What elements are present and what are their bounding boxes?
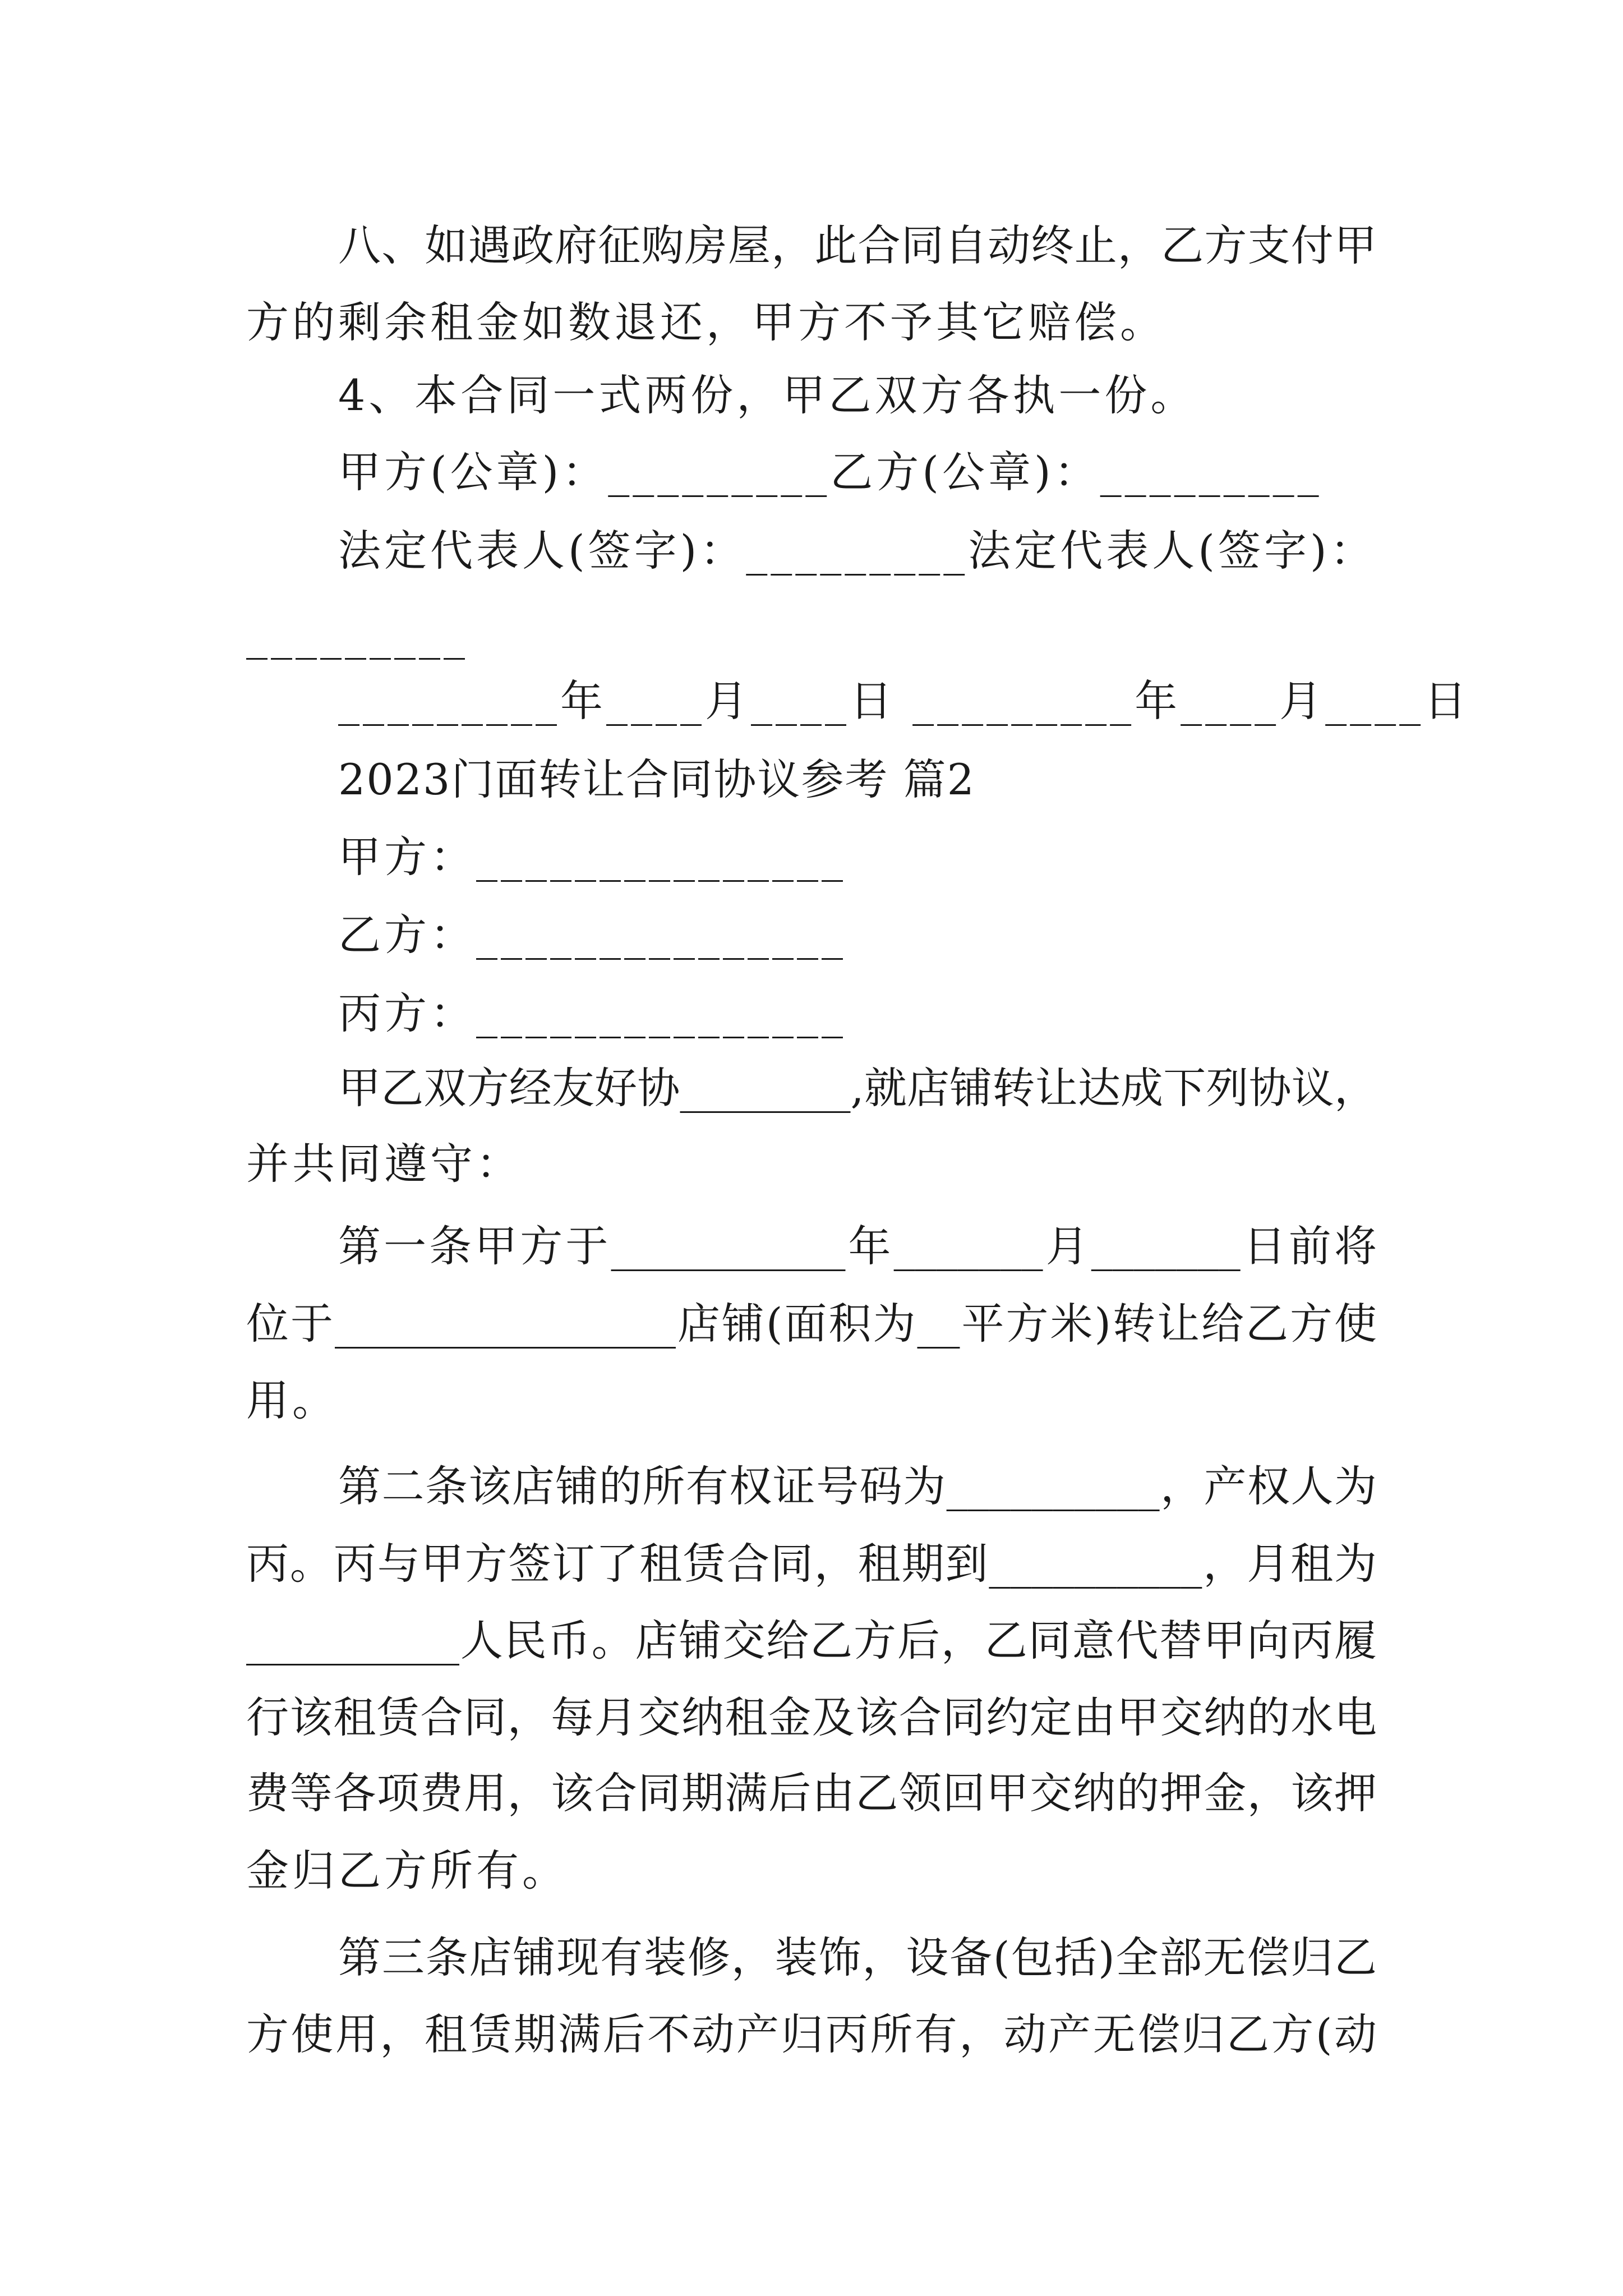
article-2-line-2: 丙。丙与甲方签订了租赁合同，租期到__________，月租为 xyxy=(246,1539,1377,1589)
party-c-line: 丙方：_______________ xyxy=(338,988,846,1038)
article-2-line-6: 金归乙方所有。 xyxy=(246,1846,568,1895)
clause-8-line-2: 方的剩余租金如数退还，甲方不予其它赔偿。 xyxy=(246,297,1166,347)
date-line: _________年____月____日 _________年____月____日 xyxy=(338,676,1470,726)
party-b-line: 乙方：_______________ xyxy=(338,910,846,960)
article-1-line-1: 第一条甲方于___________年_______月_______日前将 xyxy=(338,1221,1377,1271)
article-1-line-3: 用。 xyxy=(246,1375,338,1425)
legal-rep-signature-line: 法定代表人(签字)：_________法定代表人(签字)： xyxy=(338,526,1376,576)
signature-blank: _________ xyxy=(246,610,468,660)
party-seal-line: 甲方(公章)：_________乙方(公章)：_________ xyxy=(338,447,1322,497)
article-2-line-5: 费等各项费用，该合同期满后由乙领回甲交纳的押金，该押 xyxy=(246,1768,1377,1818)
copies-clause: 4、本合同一式两份，甲乙双方各执一份。 xyxy=(338,370,1197,420)
article-3-line-2: 方使用，租赁期满后不动产归丙所有，动产无偿归乙方(动 xyxy=(246,2009,1377,2059)
article-2-line-1: 第二条该店铺的所有权证号码为__________，产权人为 xyxy=(338,1461,1377,1511)
article-1-line-2: 位于________________店铺(面积为__平方米)转让给乙方使 xyxy=(246,1299,1377,1349)
agreement-intro-line-1: 甲乙双方经友好协________,就店铺转让达成下列协议， xyxy=(338,1063,1377,1113)
agreement-intro-line-2: 并共同遵守： xyxy=(246,1139,522,1189)
section-title: 2023门面转让合同协议参考 篇2 xyxy=(338,754,975,804)
party-a-line: 甲方：_______________ xyxy=(338,832,846,882)
clause-8-line-1: 八、如遇政府征购房屋，此合同自动终止，乙方支付甲 xyxy=(338,220,1377,270)
article-2-line-3: __________人民币。店铺交给乙方后，乙同意代替甲向丙履 xyxy=(246,1616,1377,1665)
article-2-line-4: 行该租赁合同，每月交纳租金及该合同约定由甲交纳的水电 xyxy=(246,1692,1377,1742)
article-3-line-1: 第三条店铺现有装修，装饰，设备(包括)全部无偿归乙 xyxy=(338,1932,1377,1982)
